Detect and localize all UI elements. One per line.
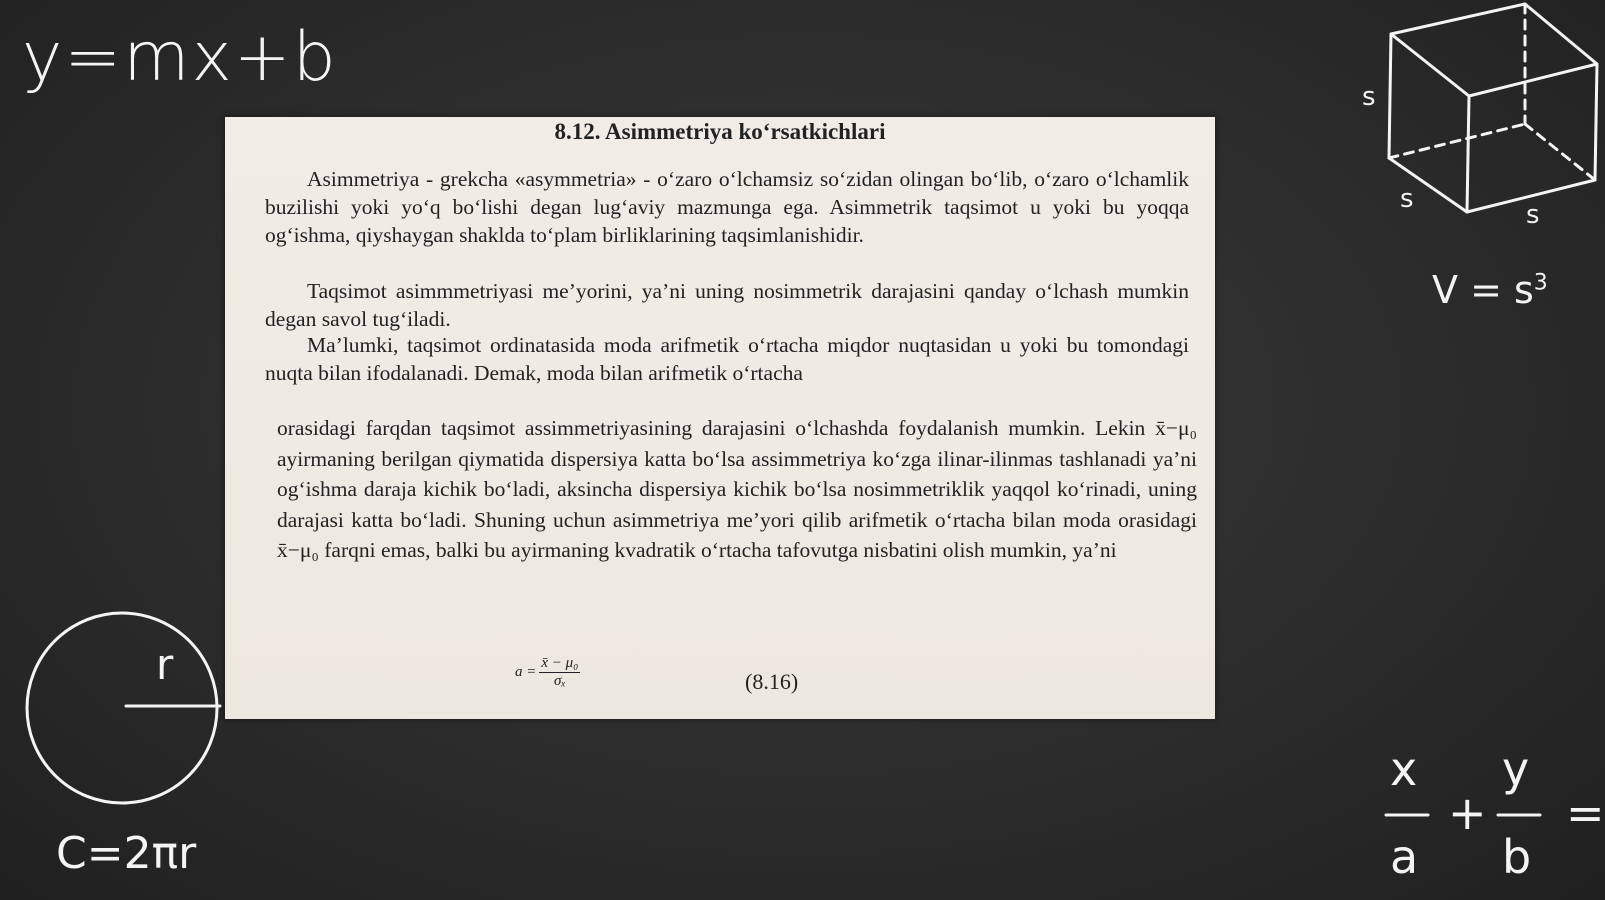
paragraph-definition: Asimmetriya - grekcha «asymmetria» - o‘zaro o‘lchamsiz so‘zidan olingan bo‘lib, o‘zaro o‘lchamlik buzilishi yoki yo‘q bo‘lishi degan lug‘aviy mazmunga ega. Asimmetrik taqsimot u yoki bu yoqqa og‘ishma, qiyshaygan shaklda to‘plam birliklarining taqsimlanishidir.: [265, 167, 1189, 247]
fraction-y: y: [1502, 742, 1530, 796]
equation-number: (8.16): [745, 669, 799, 694]
formula-lhs: a =: [515, 664, 537, 680]
section-title: 8.12. Asimmetriya ko‘rsatkichlari: [554, 119, 886, 144]
cube-side-label: s: [1362, 82, 1376, 112]
cube-side-label: s: [1526, 200, 1540, 230]
paragraph-dispersion: orasidagi farqdan taqsimot assimmetriyasining darajasini o‘lchashda foydalanish mumkin. Lekin x̄−μ₀ ayirmaning berilgan qiymatida dispersiya katta bo‘lsa assimmetriya ko‘zga ilinar-ilinmas tashlanadi ya’ni og‘ishma daraja kichik bo‘ladi, aksincha dispersiya kichik bo‘lsa nosimmetriklik yaqqol ko‘rinadi, uning darajasi katta bo‘ladi. Shuning uchun asimmetriya me’yori qilib arifmetik o‘rtacha bilan moda orasidagi x̄−μ₀ farqni emas, balki bu ayirmaning kvadratik o‘rtacha tafovutga nisbatini olish mumkin, ya’ni: [277, 416, 1197, 562]
radius-label: r: [156, 640, 174, 689]
chalk-circumference-equation: C=2πr: [56, 828, 197, 879]
cube-side-label: s: [1400, 184, 1414, 214]
paragraph-mode: Ma’lumki, taqsimot ordinatasida moda arifmetik o‘rtacha miqdor nuqtasidan u yoki bu tomondagi nuqta bilan ifodalanadi. Demak, moda bilan arifmetik o‘rtacha: [265, 333, 1189, 385]
fraction-equals: =: [1566, 786, 1605, 840]
fraction-bars: [1384, 810, 1544, 820]
chalk-volume-equation: $V = s^3$: [1432, 268, 1548, 312]
fraction-b: b: [1502, 830, 1532, 884]
formula-numerator: x̄ − μ₀: [541, 655, 579, 671]
circle-drawing: [22, 612, 227, 807]
asymmetry-formula: [515, 655, 580, 690]
formula-denominator: σₓ: [554, 673, 566, 689]
document-page: [225, 117, 1215, 719]
paragraph-question: Taqsimot asimmmetriyasi me’yorini, ya’ni uning nosimmetrik darajasini qanday o‘lchash mumkin degan savol tug‘iladi.: [265, 279, 1189, 331]
fraction-plus: +: [1448, 786, 1487, 840]
chalk-line-equation: y=mx+b: [22, 18, 338, 97]
fraction-x: x: [1390, 742, 1418, 796]
cube-drawing: [1385, 0, 1600, 230]
fraction-a: a: [1390, 830, 1419, 884]
